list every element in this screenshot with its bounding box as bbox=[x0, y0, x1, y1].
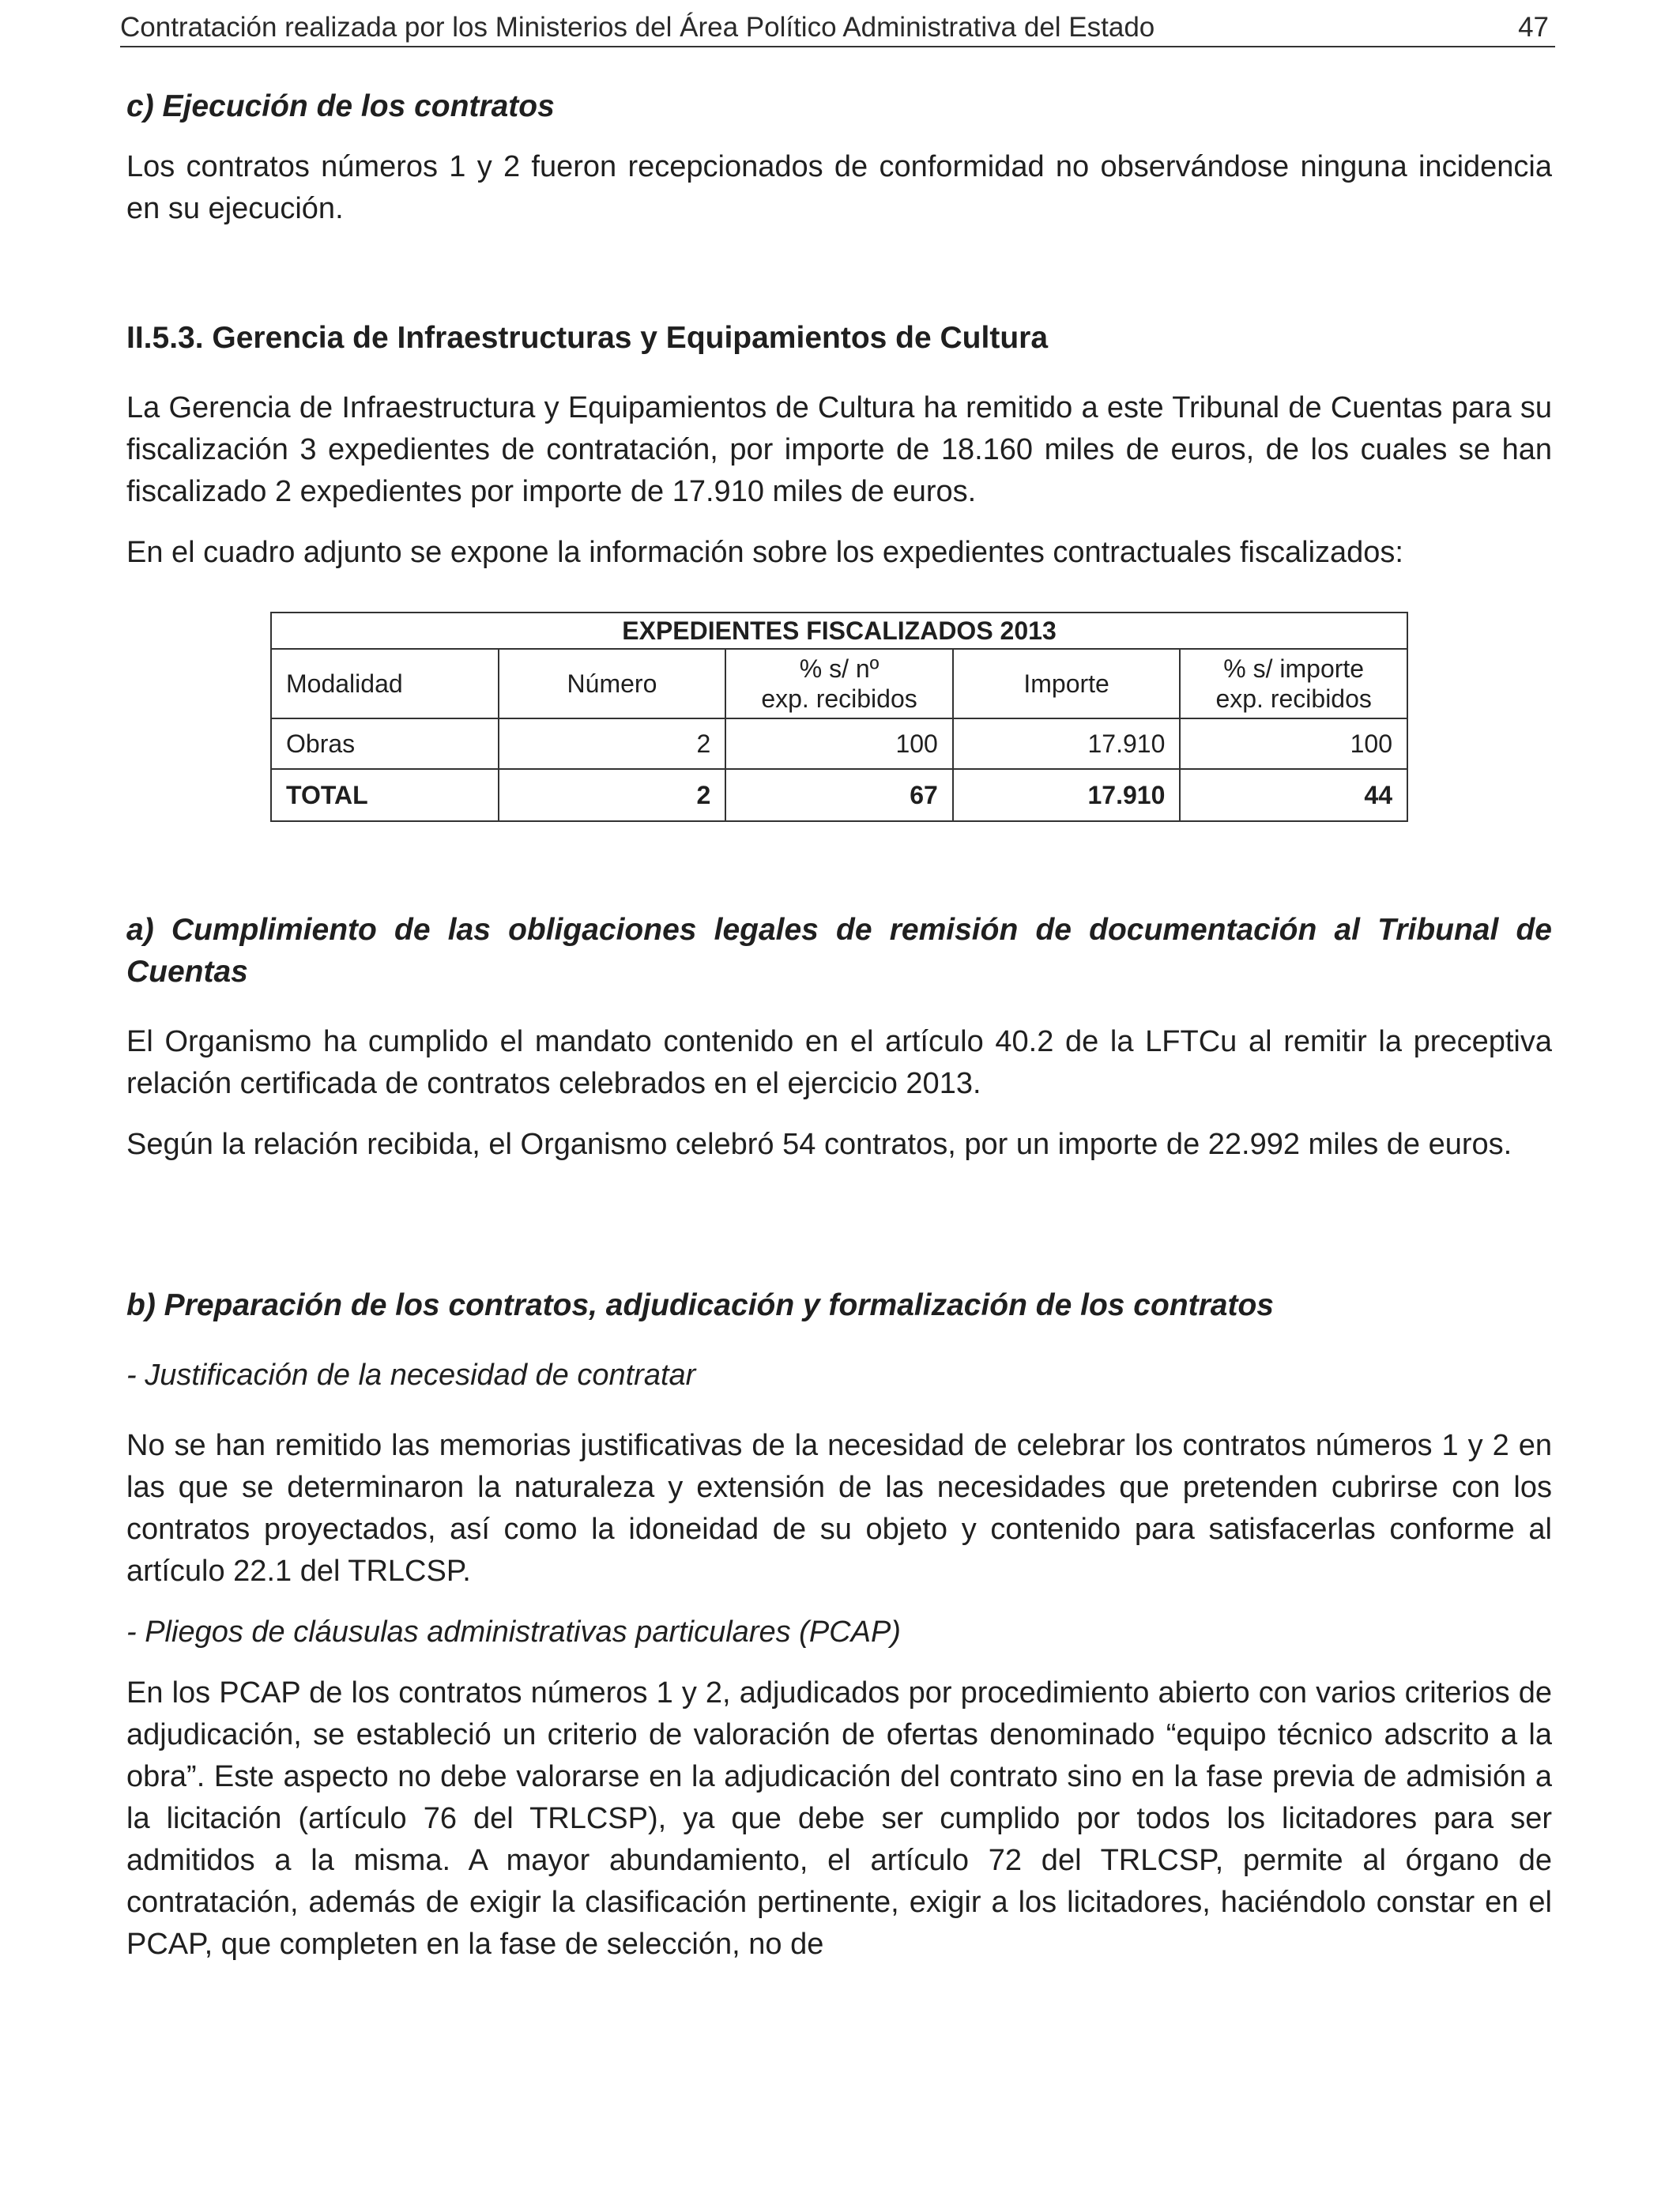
total-numero: 2 bbox=[499, 769, 726, 821]
cell-numero: 2 bbox=[499, 718, 726, 769]
paragraph-a-2: Según la relación recibida, el Organismo celebró 54 contratos, por un importe de 22.992 miles de euros. bbox=[126, 1128, 1512, 1161]
running-header bbox=[120, 9, 1555, 47]
total-importe: 17.910 bbox=[953, 769, 1181, 821]
col-header-pct-imp-line1: % s/ importe bbox=[1223, 654, 1365, 683]
paragraph-253-2: En el cuadro adjunto se expone la información sobre los expedientes contractuales fiscalizados: bbox=[126, 536, 1403, 569]
col-header-numero: Número bbox=[499, 649, 726, 718]
paragraph-253-1: La Gerencia de Infraestructura y Equipamientos de Cultura ha remitido a este Tribunal de Cuentas para su fiscalización 3 expedientes de contratación, por importe de 18.160 miles de euros, de los cuales se han fiscalizado 2 expedientes por importe de 17.910 miles de euros. bbox=[126, 391, 1552, 508]
total-pct-num: 67 bbox=[725, 769, 953, 821]
col-header-pct-num-line2: exp. recibidos bbox=[761, 684, 917, 713]
col-header-pct-num-line1: % s/ nº bbox=[799, 654, 880, 683]
cell-pct-imp: 100 bbox=[1180, 718, 1407, 769]
cell-modalidad: Obras bbox=[271, 718, 499, 769]
page-body bbox=[126, 85, 1552, 1966]
cell-importe: 17.910 bbox=[953, 718, 1181, 769]
paragraph-c: Los contratos números 1 y 2 fueron recepcionados de conformidad no observándose ninguna incidencia en su ejecución. bbox=[126, 150, 1552, 225]
col-header-modalidad: Modalidad bbox=[271, 649, 499, 718]
table-header-row bbox=[271, 649, 1407, 718]
page-number: 47 bbox=[1518, 12, 1549, 43]
paragraph-b-1: No se han remitido las memorias justificativas de la necesidad de celebrar los contratos números 1 y 2 en las que se determinaron la naturaleza y extensión de las necesidades que pretenden cubrirse con los contratos proyectados, así como la idoneidad de su objeto y contenido para satisfacerlas conforme al artículo 22.1 del TRLCSP. bbox=[126, 1429, 1552, 1588]
table-title: EXPEDIENTES FISCALIZADOS 2013 bbox=[271, 613, 1407, 649]
subheading-justificacion: - Justificación de la necesidad de contratar bbox=[126, 1359, 696, 1392]
cell-pct-num: 100 bbox=[725, 718, 953, 769]
heading-c-ejecucion: c) Ejecución de los contratos bbox=[126, 89, 555, 123]
col-header-importe: Importe bbox=[953, 649, 1181, 718]
total-label: TOTAL bbox=[271, 769, 499, 821]
section-heading-2-5-3: II.5.3. Gerencia de Infraestructuras y Equipamientos de Cultura bbox=[126, 321, 1049, 355]
table-total-row bbox=[271, 769, 1407, 821]
total-pct-imp: 44 bbox=[1180, 769, 1407, 821]
col-header-pct-num bbox=[725, 649, 953, 718]
heading-a-cumplimiento: a) Cumplimiento de las obligaciones legales de remisión de documentación al Tribunal de Cuentas bbox=[126, 913, 1552, 989]
heading-b-preparacion: b) Preparación de los contratos, adjudicación y formalización de los contratos bbox=[126, 1288, 1274, 1322]
subheading-pcap: - Pliegos de cláusulas administrativas particulares (PCAP) bbox=[126, 1615, 901, 1649]
header-title: Contratación realizada por los Ministerios del Área Político Administrativa del Estado bbox=[120, 12, 1155, 43]
paragraph-a-1: El Organismo ha cumplido el mandato contenido en el artículo 40.2 de la LFTCu al remitir la preceptiva relación certificada de contratos celebrados en el ejercicio 2013. bbox=[126, 1025, 1552, 1100]
paragraph-b-2: En los PCAP de los contratos números 1 y 2, adjudicados por procedimiento abierto con varios criterios de adjudicación, se estableció un criterio de valoración de ofertas denominado “equipo técnico adscrito a la obra”. Este aspecto no debe valorarse en la adjudicación del contrato sino en la fase previa de admisión a la licitación (artículo 76 del TRLCSP), ya que debe ser cumplido por todos los licitadores para ser admitidos a la misma. A mayor abundamiento, el artículo 72 del TRLCSP, permite al órgano de contratación, además de exigir la clasificación pertinente, exigir a los licitadores, haciéndolo constar en el PCAP, que completen en la fase de selección, no de bbox=[126, 1676, 1552, 1961]
expedientes-table bbox=[270, 612, 1408, 822]
col-header-pct-imp-line2: exp. recibidos bbox=[1215, 684, 1372, 713]
col-header-pct-imp bbox=[1180, 649, 1407, 718]
table-row bbox=[271, 718, 1407, 769]
